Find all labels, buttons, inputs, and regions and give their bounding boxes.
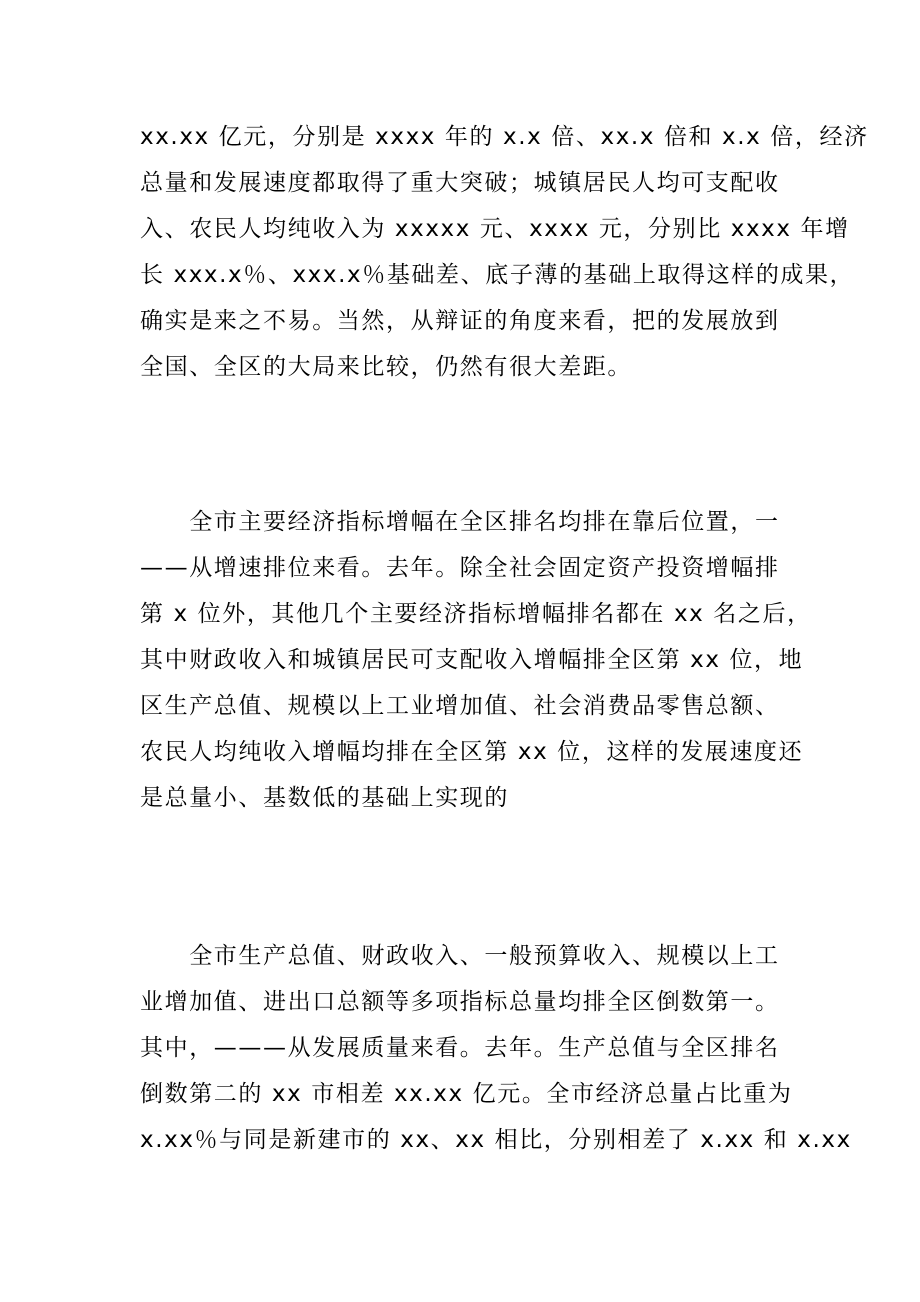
paragraph-1	[140, 114, 869, 390]
text-line: xx.xx 亿元，分别是 xxxx 年的 x.x 倍、xx.x 倍和 x.x 倍，经济	[140, 124, 869, 150]
text-line: 其中财政收入和城镇居民可支配收入增幅排全区第 xx 位，地	[140, 647, 804, 673]
text-line: 长 xxx.x％、xxx.x％基础差、底子薄的基础上取得这样的成果，	[140, 262, 855, 288]
text-line: 倒数第二的 xx 市相差 xx.xx 亿元。全市经济总量占比重为	[140, 1081, 793, 1107]
paragraph-3	[140, 933, 852, 1163]
text-line: 区生产总值、规模以上工业增加值、社会消费品零售总额、	[140, 693, 780, 719]
text-line: 农民人均纯收入增幅均排在全区第 xx 位，这样的发展速度还	[140, 739, 804, 765]
text-line: x.xx％与同是新建市的 xx、xx 相比，分别相差了 x.xx 和 x.xx	[140, 1127, 852, 1153]
text-line: 全国、全区的大局来比较，仍然有很大差距。	[140, 354, 632, 380]
text-line: ——从增速排位来看。去年。除全社会固定资产投资增幅排	[140, 555, 780, 581]
text-line: 业增加值、进出口总额等多项指标总量均排全区倒数第一。	[140, 989, 780, 1015]
text-line: 第 x 位外，其他几个主要经济指标增幅排名都在 xx 名之后，	[140, 601, 812, 627]
text-line: 全市主要经济指标增幅在全区排名均排在靠后位置，一	[140, 509, 780, 535]
text-line: 其中，———从发展质量来看。去年。生产总值与全区排名	[140, 1035, 780, 1061]
text-line: 是总量小、基数低的基础上实现的	[140, 785, 509, 811]
text-line: 总量和发展速度都取得了重大突破；城镇居民人均可支配收	[140, 170, 780, 196]
text-line: 全市生产总值、财政收入、一般预算收入、规模以上工	[140, 943, 780, 969]
text-line: 确实是来之不易。当然，从辩证的角度来看，把的发展放到	[140, 308, 780, 334]
text-line: 入、农民人均纯收入为 xxxxx 元、xxxx 元，分别比 xxxx 年增	[140, 216, 850, 242]
paragraph-2	[140, 499, 812, 821]
